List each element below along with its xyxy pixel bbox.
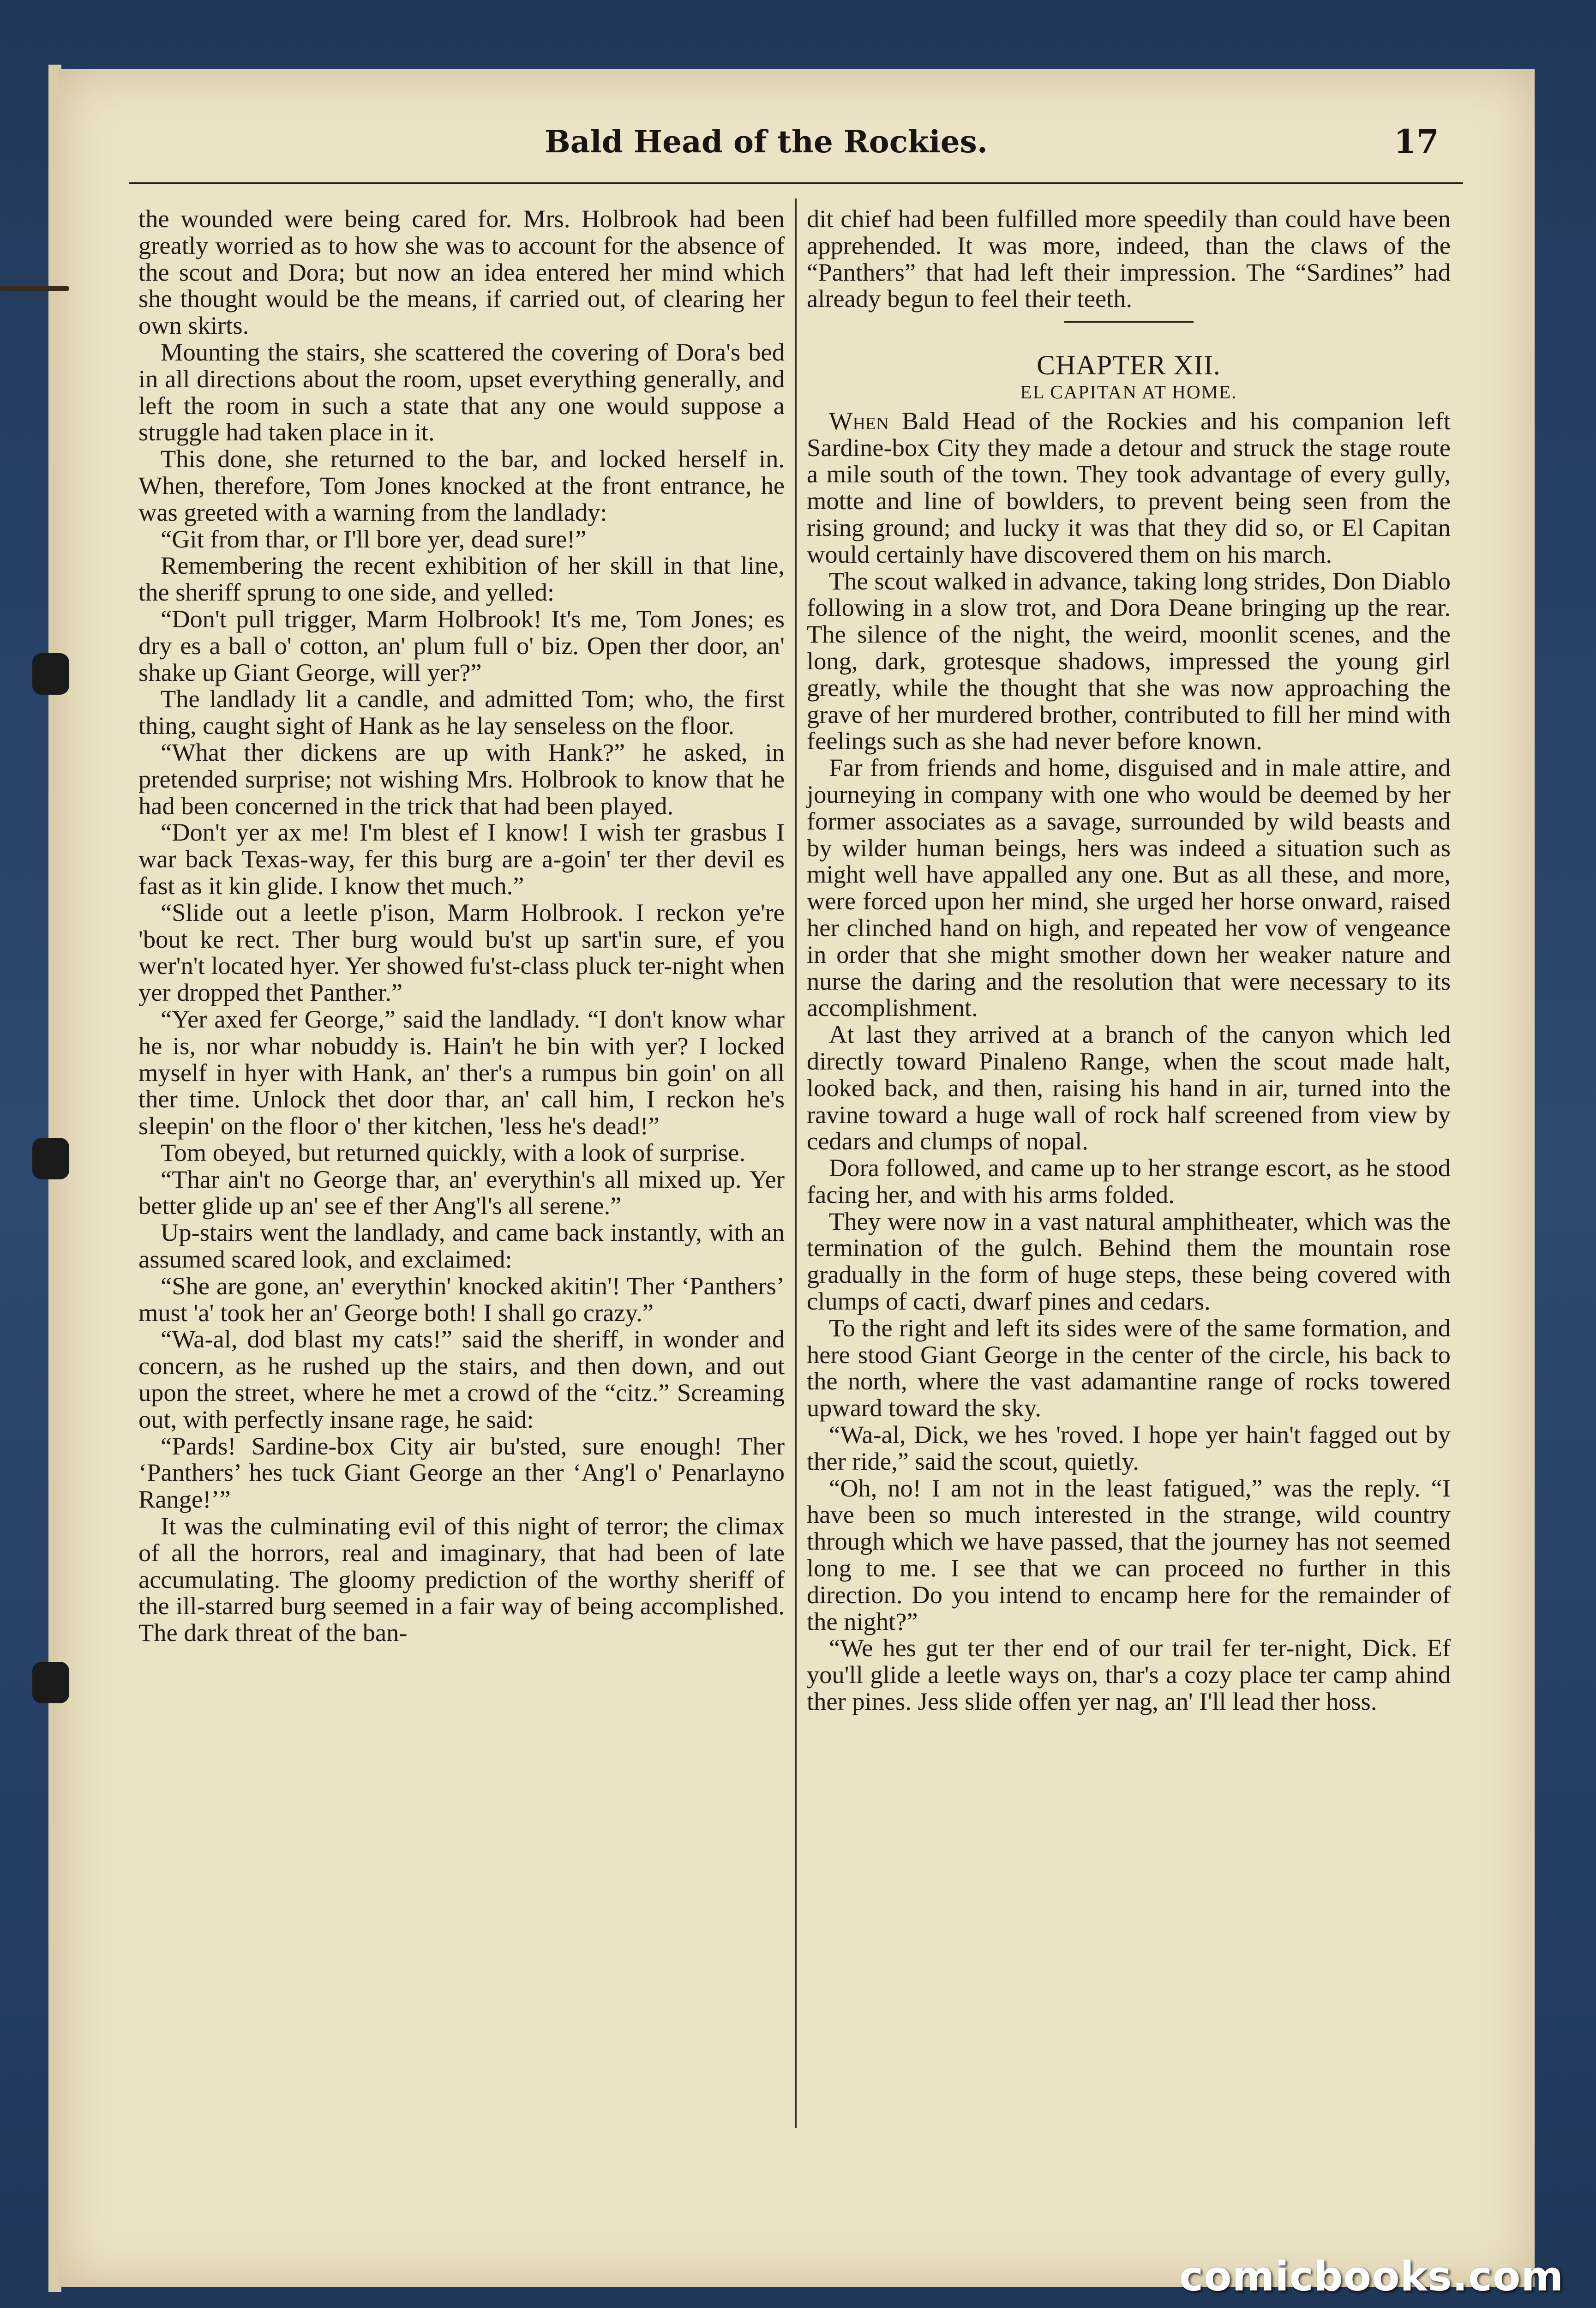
paragraph: To the right and left its sides were of the same formation, and here stood Giant George in the center of the circle, his back to the north, where the vast adamantine range of rocks towered upward toward the sky. bbox=[807, 1313, 1451, 1422]
paragraph: This done, she returned to the bar, and locked herself in. When, therefore, Tom Jones knocked at the front entrance, he was greeted with a warning from the landlady: bbox=[138, 445, 785, 526]
paragraph: “Slide out a leetle p'ison, Marm Holbrook. I reckon ye're 'bout ke rect. Ther burg would bu'st up sart'in sure, ef you wer'n't located hyer. Yer showed fu'st-class pluck ter-night when yer dropped thet Panther.” bbox=[138, 898, 785, 1007]
paragraph: Dora followed, and came up to her strange escort, as he stood facing her, and with his arms folded. bbox=[807, 1154, 1451, 1208]
paragraph: dit chief had been fulfilled more speedily than could have been apprehended. It was more, indeed, than the claws of the “Panthers” that had left their impression. The “Sardines” had already begun to feel their teeth. bbox=[807, 204, 1451, 313]
paragraph: “Oh, no! I am not in the least fatigued,” was the reply. “I have been so much interested in the strange, wild country through which we have passed, that the journey has not seemed long to me. I see that we can proceed no further in this direction. Do you intend to encamp here for the remainder of the night?” bbox=[807, 1473, 1451, 1635]
paragraph: It was the culminating evil of this night of terror; the climax of all the horrors, real and imaginary, that had been of late accumulating. The gloomy prediction of the worthy sheriff of the ill-starred burg seemed in a fair way of being accomplished. The dark threat of the ban- bbox=[138, 1512, 785, 1647]
paragraph: Up-stairs went the landlady, and came back instantly, with an assumed scared look, and exclaimed: bbox=[138, 1218, 785, 1274]
paragraph: “She are gone, an' everythin' knocked akitin'! Ther ‘Panthers’ must 'a' took her an' George both! I shall go crazy.” bbox=[138, 1271, 785, 1327]
chapter-rule bbox=[1064, 321, 1194, 323]
header-rule bbox=[129, 182, 1463, 184]
watermark: comicbooks.com bbox=[1179, 2253, 1564, 2300]
paragraph: “Yer axed fer George,” said the landlady. “I don't know whar he is, nor whar nobuddy is. Hain't he bin with yer? I locked myself in hyer with Hank, an' ther's a rumpus bin goin' on all ther time. Unlock thet door thar, an' call him, I reckon he's sleepin' on the floor o' ther kitchen, 'less he's dead!” bbox=[138, 1004, 785, 1140]
left-column bbox=[138, 205, 785, 1646]
chapter-opening-paragraph bbox=[807, 408, 1451, 568]
chapter-title: CHAPTER XII. bbox=[1037, 350, 1221, 381]
paragraph: the wounded were being cared for. Mrs. Holbrook had been greatly worried as to how she was to account for the absence of the scout and Dora; but now an idea entered her mind which she thought would be the means, if carried out, of clearing her own skirts. bbox=[138, 204, 785, 340]
paragraph: “Git from thar, or I'll bore yer, dead sure!” bbox=[161, 524, 587, 553]
paragraph: “Pards! Sardine-box City air bu'sted, sure enough! Ther ‘Panthers’ hes tuck Giant George an ther ‘Ang'l o' Penarlayno Range!’” bbox=[138, 1431, 785, 1514]
paragraph: Far from friends and home, disguised and in male attire, and journeying in company with one who would be deemed by her former associates as a savage, surrounded by wild beasts and by wilder human beings, hers was indeed a situation such as might well have appalled any one. But as all these, and more, were forced upon her mind, she urged her horse onward, raised her clinched hand on high, and repeated her vow of vengeance in order that she might smother down her weaker nature and nurse the daring and the resolution that were necessary to its accomplishment. bbox=[807, 753, 1451, 1022]
binding-thread bbox=[0, 286, 69, 291]
paragraph: “Don't pull trigger, Marm Holbrook! It's me, Tom Jones; es dry es a ball o' cotton, an' plum full o' biz. Open ther door, an' shake up Giant George, will yer?” bbox=[138, 604, 785, 686]
opening-word: When bbox=[829, 406, 889, 435]
opening-text: Bald Head of the Rockies and his companion left Sardine-box City they made a detour and struck the stage route a mile south of the town. They took advantage of every gully, motte and line of bowlders, to prevent being seen from the rising ground; and lucky it was that they did so, or El Capitan would certainly have discovered them on his march. bbox=[807, 406, 1451, 568]
paragraph: Mounting the stairs, she scattered the covering of Dora's bed in all directions about the room, upset everything generally, and left the room in such a state that any one would suppose a struggle had taken place in it. bbox=[138, 337, 785, 446]
paragraph: “Wa-al, Dick, we hes 'roved. I hope yer hain't fagged out by ther ride,” said the scout, quietly. bbox=[807, 1420, 1451, 1475]
binding-hole bbox=[32, 1138, 69, 1179]
right-column bbox=[807, 205, 1451, 1715]
column-rule bbox=[795, 198, 797, 2128]
running-head: Bald Head of the Rockies. bbox=[545, 124, 988, 160]
paragraph: “Don't yer ax me! I'm blest ef I know! I wish ter grasbus I war back Texas-way, fer this burg are a-goin' ter ther devil es fast as it kin glide. I know thet much.” bbox=[138, 818, 785, 900]
paragraph: “What ther dickens are up with Hank?” he asked, in pretended surprise; not wishing Mrs. Holbrook to know that he had been concerned in the trick that had been played. bbox=[138, 738, 785, 820]
paragraph: At last they arrived at a branch of the canyon which led directly toward Pinaleno Range, when the scout made halt, looked back, and then, raising his hand in air, turned into the ravine toward a huge wall of rock half screened from view by cedars and clumps of nopal. bbox=[807, 1020, 1451, 1155]
paragraph: Remembering the recent exhibition of her skill in that line, the sheriff sprung to one side, and yelled: bbox=[138, 551, 785, 607]
chapter-subtitle: EL CAPITAN AT HOME. bbox=[1020, 381, 1237, 403]
binding-hole bbox=[32, 653, 69, 695]
paragraph: “Wa-al, dod blast my cats!” said the sheriff, in wonder and concern, as he rushed up the stairs, and then down, and out upon the street, where he met a crowd of the “citz.” Screaming out, with perfectly insane rage, he said: bbox=[138, 1325, 785, 1433]
paragraph: They were now in a vast natural amphitheater, which was the termination of the gulch. Behind them the mountain rose gradually in the form of huge steps, these being covered with clumps of cacti, dwarf pines and cedars. bbox=[807, 1207, 1451, 1316]
paragraph: The landlady lit a candle, and admitted Tom; who, the first thing, caught sight of Hank as he lay senseless on the floor. bbox=[138, 685, 785, 740]
paragraph: Tom obeyed, but returned quickly, with a look of surprise. bbox=[161, 1138, 746, 1166]
paragraph: The scout walked in advance, taking long strides, Don Diablo following in a slow trot, and Dora Deane bringing up the rear. The silence of the night, the weird, moonlit scenes, and the long, dark, grotesque shadows, impressed the young girl greatly, while the thought that she was now approaching the grave of her murdered brother, contributed to fill her mind with feelings such as she had never before known. bbox=[807, 566, 1451, 755]
paragraph: “We hes gut ter ther end of our trail fer ter-night, Dick. Ef you'll glide a leetle ways on, thar's a cozy place ter camp ahind ther pines. Jess slide offen yer nag, an' I'll lead ther hoss. bbox=[807, 1634, 1451, 1716]
paragraph: “Thar ain't no George thar, an' everythin's all mixed up. Yer better glide up an' see ef ther Ang'l's all serene.” bbox=[138, 1165, 785, 1220]
page-number: 17 bbox=[1394, 122, 1439, 161]
binding-hole bbox=[32, 1662, 69, 1703]
